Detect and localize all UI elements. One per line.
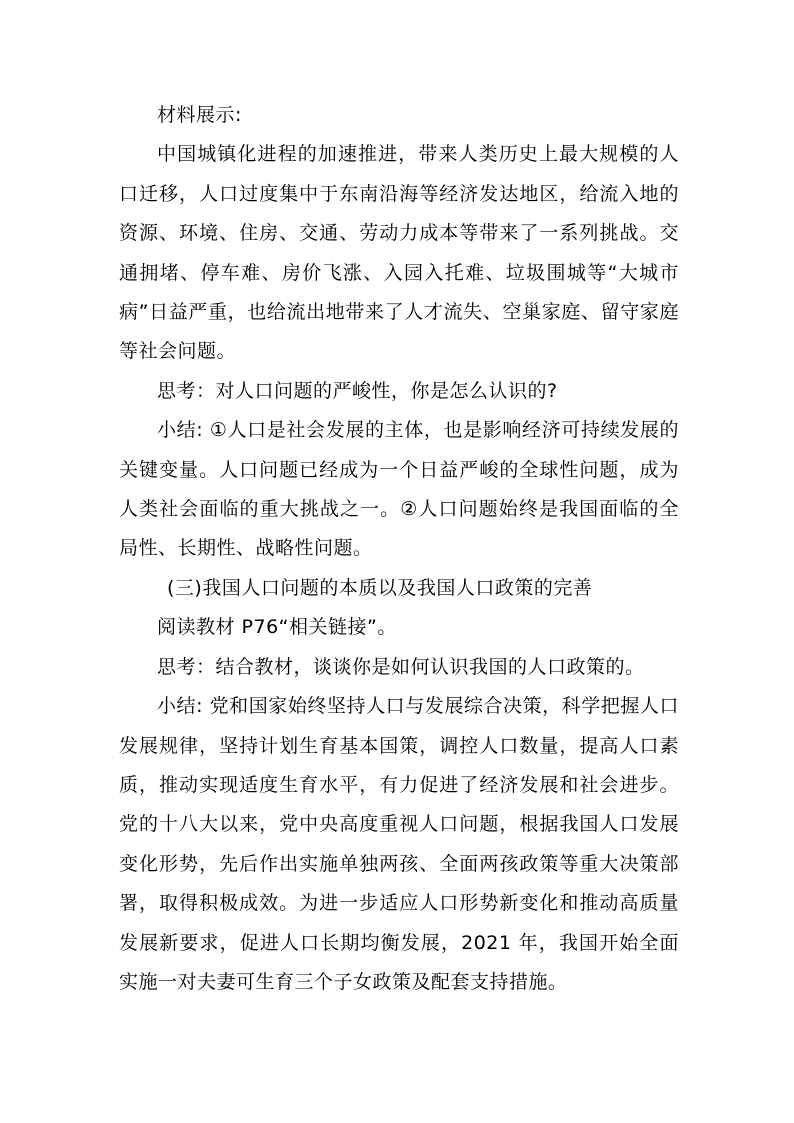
summary-paragraph: 小结: 党和国家始终坚持人口与发展综合决策，科学把握人口发展规律，坚持计划生育基本国策，调控人口数量，提高人口素质，推动实现适度生育水平，有力促进了经济发展和社会进步。党的十八大以来，党中央高度重视人口问题，根据我国人口发展变化形势，先后作出实施单独两孩、全面两孩政策等重大决策部署，取得积极成效。为进一步适应人口形势新变化和推动高质量发展新要求，促进人口长期均衡发展，2021 年，我国开始全面实施一对夫妻可生育三个子女政策及配套支持措施。 xyxy=(119,695,679,993)
question-paragraph: 思考：对人口问题的严峻性，你是怎么认识的? xyxy=(157,379,558,402)
summary-paragraph: 小结: ①人口是社会发展的主体，也是影响经济可持续发展的关键变量。人口问题已经成为一个日益严峻的全球性问题，成为人类社会面临的重大挑战之一。②人口问题始终是我国面临的全局性、长期性、战略性问题。 xyxy=(119,419,679,560)
reading-instruction: 阅读教材 P76“相关链接”。 xyxy=(157,616,397,639)
section-heading: (三)我国人口问题的本质以及我国人口政策的完善 xyxy=(167,576,593,599)
material-paragraph: 中国城镇化进程的加速推进，带来人类历史上最大规模的人口迁移，人口过度集中于东南沿海等经济发达地区，给流入地的资源、环境、住房、交通、劳动力成本等带来了一系列挑战。交通拥堵、停车难、房价飞涨、入园入托难、垃圾围城等“大城市病”日益严重，也给流出地带来了人才流失、空巢家庭、留守家庭等社会问题。 xyxy=(119,143,679,363)
document-body xyxy=(119,96,679,1002)
question-paragraph: 思考：结合教材，谈谈你是如何认识我国的人口政策的。 xyxy=(157,655,645,678)
material-heading: 材料展示: xyxy=(157,104,242,126)
